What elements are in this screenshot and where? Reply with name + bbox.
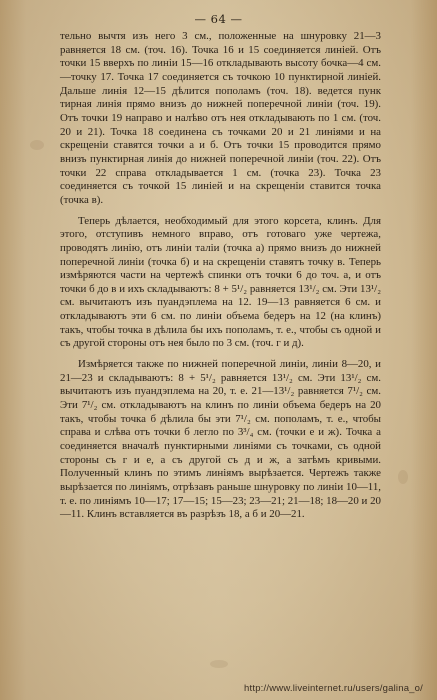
source-watermark-url: http://www.liveinternet.ru/users/galina_o/ xyxy=(244,683,423,694)
paragraph-2: Теперь дѣлается, необходимый для этого корсета, клинъ. Для этого, отступивъ немного вправо, отъ готоваго уже чертежа, проводятъ линію, отъ линіи таліи (точка а) прямо внизъ до нижней поперечной линіи (точка б) и на скрещеніи ставятъ точку в. Теперь измѣряются части на чертежѣ спинки отъ точки 6 до точ. а, и отъ точки б до в и ихъ складываютъ: 8 + 5¹/₂ равняется 13¹/₂ см. Эти 13¹/₂ см. вычитаютъ изъ пуандэплема на 12. 19—13 равняется 6 см. и откладываютъ эти 6 см. по линіи объема бедеръ на 12 (на клинъ) такъ, чтобы точка в дѣлила бы ихъ пополамъ, т. е., чтобы съ одной и съ другой стороны отъ нея было по 3 см. (точ. г и д). xyxy=(60,214,381,350)
page-number: — 64 — xyxy=(194,12,243,26)
paper-stain xyxy=(30,140,44,150)
paragraph-3: Измѣряется также по нижней поперечной линіи, линіи 8—20, и 21—23 и складываютъ: 8 + 5¹/₂ равняется 13¹/₂ см. Эти 13¹/₂ см. вычитаютъ изъ пуандэплема на 20, т. е. 21—13¹/₂ равняется 7¹/₂ см. Эти 7¹/₂ см. откладываютъ на клинъ по линіи объема бедеръ на 20 такъ, чтобы точка б дѣлила бы эти 7¹/₂ см. пополамъ, т. е., чтобы справа и слѣва отъ точки б легло по 3³/₄ см. (точки е и ж). Точка а соединяется вначалѣ пунктирными линіями съ точками, съ одной стороны съ г и е, а съ другой съ д и ж, а затѣмъ кривыми. Полученный клинъ по этимъ линіямъ вырѣзается. Чертежъ также вырѣзается по линіямъ, отрѣзавъ раньше шнуровку по линіи 10—11, т. е. по линіямъ 10—17; 17—15; 15—23; 23—21; 21—18; 18—20 и 20—11. Клинъ вставляется въ разрѣзъ 18, а б и 20—21. xyxy=(60,358,381,521)
paragraph-1: тельно вычтя изъ него 3 см., положенные на шнуровку 21—3 равняется 18 см. (точ. 16). Точка 16 и 15 соединяется линіей. Отъ точки 15 вверхъ по линіи 15—16 откладывають высоту бочка—4 см.—точку 17. Точка 17 соединяется съ точкою 10 пунктирной линіей. Дальше линія 12—15 дѣлится пополамъ (точ. 18). ведется пунк тирная линія прямо внизъ до нижней поперечной линіи (точ. 19). Отъ точки 19 направо и налѣво отъ нея откладывають по 1 см. (точ. 20 и 21). Точка 18 соединена съ точками 20 и 21 линіями и на скрещеніи ставятся точки а и б. Отъ точки 15 проводится прямо внизъ пунктирная линія до нижней поперечной линіи (точ. 22). Отъ точки 22 справа откладывается 1 см. (точка 23). Точка 23 соединяется съ точкой 15 линіей и на скрещеніи ставится точка (точка в). xyxy=(60,30,381,206)
paper-stain xyxy=(210,660,228,668)
body-text xyxy=(60,30,381,522)
paper-stain xyxy=(398,470,408,484)
